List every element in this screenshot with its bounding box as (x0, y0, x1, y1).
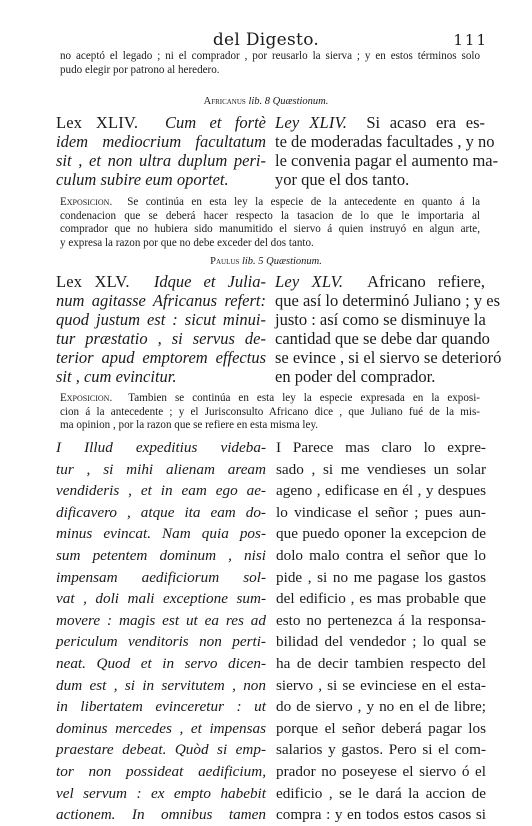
spanish-line: cantidad que se debe dar quando (275, 329, 490, 348)
exposition-line: Exposicion. Tambien se continúa en esta ley la especie expresada en la exposi- (60, 392, 480, 404)
spanish-line: te de moderadas facultades , y no (275, 132, 495, 151)
latin-line: actionem. In omnibus tamen (56, 806, 266, 824)
spanish-line: porque el señor deberá pagar los (276, 719, 486, 737)
law44-spanish (275, 113, 499, 189)
spanish-line: del edificio , es mas probable que (276, 590, 486, 608)
spanish-text: Si acaso era es- (366, 113, 485, 132)
attribution-author: Africanus (203, 96, 246, 107)
latin-line: dum est , si in servitutem , non (56, 676, 266, 694)
running-title: del Digesto. (212, 30, 320, 50)
spanish-line: esto no pertenezca á la responsa- (276, 611, 486, 629)
spanish-line: pide , si no me pagase los gastos (276, 568, 486, 586)
latin-line: vat , doli mali exceptione sum- (56, 590, 266, 608)
spanish-line: que así lo determinó Juliano ; y es (275, 291, 500, 310)
continuation-note (60, 50, 480, 77)
spanish-line: yor que el dos tanto. (275, 170, 410, 189)
law44-attribution (0, 96, 532, 107)
exposition-line: y expresa la razon por que no debe exceder del dos tanto. (60, 236, 314, 249)
latin-line: num agitasse Africanus refert: (56, 291, 266, 310)
section1-spanish (276, 437, 486, 826)
spanish-line: bilidad del vendedor ; lo qual se (276, 633, 486, 651)
latin-line: praestare debeat. Quòd si emp- (56, 741, 266, 759)
law45-spanish (275, 272, 502, 386)
latin-line: sit , et non ultra duplum peri- (56, 151, 266, 170)
exposition-line: Exposicion. Se continúa en esta ley la especie de la antecedente en quanto á la (60, 196, 480, 208)
latin-line: tor non possideat aedificium, (56, 762, 266, 780)
latin-line: tur præstatio , si servus de- (56, 329, 266, 348)
latin-line: movere : magis est ut ea res ad (56, 611, 266, 629)
spanish-line (275, 113, 485, 132)
latin-line: vel servum : ex empto habebit (56, 784, 266, 802)
latin-line: terior apud emptorem effectus (56, 348, 266, 367)
spanish-line: salarios y gastos. Pero si el com- (276, 741, 486, 759)
latin-line: culum subire eum oportet. (56, 170, 229, 189)
spanish-line: que puedo oponer la excepcion de (276, 525, 486, 543)
spanish-line: prador no poseyese el siervo ó el (276, 762, 486, 780)
law44-latin (56, 113, 266, 189)
law45-latin (56, 272, 266, 386)
spanish-line: le convenia pagar el aumento ma- (275, 151, 499, 170)
section1-latin (56, 437, 266, 826)
spanish-line: siervo , si se evinciese en el esta- (276, 676, 486, 694)
law-number: Ley XLIV. (275, 113, 348, 132)
latin-line: minus evincat. Nam quia pos- (56, 525, 266, 543)
latin-line: I Illud expeditius videba- (56, 439, 266, 456)
latin-line: sit , cum evincitur. (56, 367, 177, 386)
latin-line: neat. Quod et in servo dicen- (56, 654, 266, 672)
latin-line: vendideris , et in eam ego ae- (56, 482, 266, 500)
law44-exposition (60, 196, 480, 250)
exposition-label: Exposicion. (60, 392, 113, 404)
page-number: 111 (453, 31, 488, 49)
note-line: pudo elegir por patrono al heredero. (60, 63, 220, 76)
spanish-line: se evince , si el siervo se deterioró (275, 348, 502, 367)
exposition-line: cion á la antecedente ; y el Jurisconsulto Africano dice , que Juliano fué de la mis- (60, 405, 480, 418)
latin-line (56, 272, 266, 291)
exposition-line: comprador que no hubiera sido manumitido el siervo á quien instruyó en algun arte, (60, 223, 480, 236)
spanish-line: I Parece mas claro lo expre- (276, 439, 486, 456)
spanish-line: compra : y en todos estos casos si (276, 806, 486, 824)
law-number: Lex XLIV. (56, 113, 139, 132)
spanish-line: ageno , edificase en él , y despues (276, 482, 486, 500)
spanish-line: sado , si me vendieses un solar (276, 460, 486, 478)
law-number: Ley XLV. (275, 272, 344, 291)
spanish-line (275, 272, 485, 291)
spanish-line: ha de decir tambien respecto del (276, 654, 486, 672)
latin-line: dominus mercedes , et impensas (56, 719, 266, 737)
latin-line (56, 113, 266, 132)
latin-line: impensam aedificiorum sol- (56, 568, 266, 586)
attribution-author: Paulus (210, 256, 240, 267)
law45-attribution (0, 256, 532, 267)
spanish-line: do de siervo , y no en el de libre; (276, 698, 486, 716)
latin-line: periculum venditoris non perti- (56, 633, 266, 651)
spanish-line: justo : así como se disminuye la (275, 310, 486, 329)
latin-line: in libertatem evinceretur : ut (56, 698, 266, 716)
latin-line: idem mediocrium facultatum (56, 132, 266, 151)
exposition-line: ma opinion , por la razon que se refiere en esta misma ley. (60, 419, 319, 432)
law45-exposition (60, 392, 480, 433)
spanish-line: dolo malo contra el señor que lo (276, 546, 486, 564)
latin-text: Cum et fortè (165, 113, 266, 132)
spanish-line: en poder del comprador. (275, 367, 436, 386)
exposition-line: condenacion que se deberá hacer respecto la tasacion de lo que le importaria al (60, 209, 480, 222)
attribution-source: lib. 5 Quæstionum. (241, 256, 322, 267)
spanish-line: lo vindicase el señor ; pues aun- (276, 503, 486, 521)
latin-line: dificavero , atque ita eam do- (56, 503, 266, 521)
exposition-label: Exposicion. (60, 196, 113, 208)
attribution-source: lib. 8 Quæstionum. (248, 96, 329, 107)
latin-line: quod justum est : sicut minui- (56, 310, 266, 329)
law-number: Lex XLV. (56, 272, 130, 291)
note-line: no aceptó el legado ; ni el comprador , por reusarlo la sierva ; y en estos términos solo (60, 50, 480, 62)
spanish-line: edificio , se le dará la accion de (276, 784, 486, 802)
latin-text: Idque et Julia- (153, 272, 267, 291)
spanish-text: Africano refiere, (367, 272, 485, 291)
latin-line: tur , si mihi alienam aream (56, 460, 266, 478)
latin-line: sum petentem dominum , nisi (56, 546, 266, 564)
